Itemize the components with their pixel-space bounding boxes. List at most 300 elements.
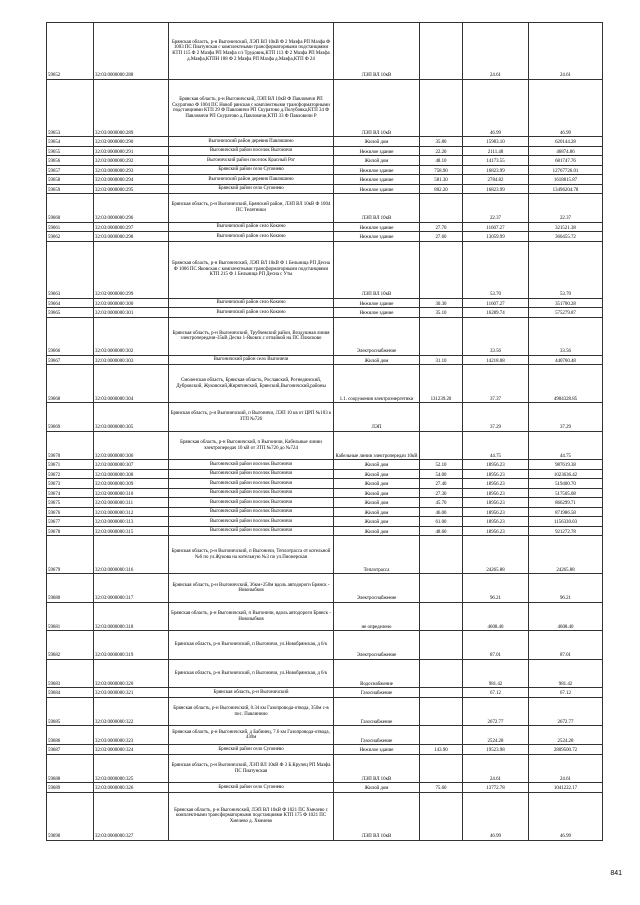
table-row	[47, 754, 603, 783]
unit-value: 18956.23	[463, 488, 529, 498]
unit-value: 37.29	[463, 403, 529, 432]
cadastral-value: 2672.77	[529, 697, 603, 726]
cadastral-number: 32:03:0000000:303	[94, 355, 169, 365]
object-address: Брянский район село Супонево	[169, 783, 334, 793]
row-number: 59658	[47, 175, 94, 185]
cadastral-value: 46.99	[529, 792, 603, 840]
row-number: 59688	[47, 754, 94, 783]
table-row	[47, 498, 603, 508]
object-area: 52.10	[420, 460, 463, 470]
unit-value: 13059.99	[463, 232, 529, 242]
object-type: Нежилое здание	[334, 222, 420, 232]
cadastral-number: 32:03:0000000:325	[94, 754, 169, 783]
cadastral-value: 2524.28	[529, 726, 603, 745]
row-number: 59654	[47, 137, 94, 147]
object-address: Брянская область, р-н Выгоничский, Трубчевский район, Воздушная линия электропередачи-35кВ Десна 1-Яковск с отпайкой на ПС Плюсково	[169, 317, 334, 355]
object-type: Жилой дом	[334, 137, 420, 147]
cadastral-value: 24.61	[529, 754, 603, 783]
row-number: 59685	[47, 697, 94, 726]
object-type: Жилой дом	[334, 517, 420, 527]
row-number: 59661	[47, 222, 94, 232]
table-row	[47, 783, 603, 793]
object-type: ЛЭП ВЛ 10кВ	[334, 792, 420, 840]
unit-value: 18956.23	[463, 507, 529, 517]
table-row	[47, 745, 603, 755]
cadastral-value: 519400.70	[529, 479, 603, 489]
unit-value: 18956.23	[463, 526, 529, 536]
object-type: Газоснабжение	[334, 688, 420, 698]
object-type: ЛЭП ВЛ 10кВ	[334, 241, 420, 298]
cadastral-number: 32:03:0000000:321	[94, 688, 169, 698]
object-address: Брянский район село Супонево	[169, 184, 334, 194]
table-row	[47, 792, 603, 840]
unit-value: 11607.27	[463, 298, 529, 308]
unit-value: 16823.99	[463, 165, 529, 175]
cadastral-value: 981.42	[529, 659, 603, 688]
cadastral-value: 53.70	[529, 241, 603, 298]
object-area	[420, 697, 463, 726]
object-type: Жилой дом	[334, 479, 420, 489]
cadastral-number: 32:03:0000000:312	[94, 507, 169, 517]
cadastral-number: 32:03:0000000:317	[94, 574, 169, 603]
object-area	[420, 688, 463, 698]
row-number: 59656	[47, 156, 94, 166]
object-area: 61.00	[420, 517, 463, 527]
table-row	[47, 631, 603, 660]
object-address: Смоленская область, Брянская область, Рославский, Рогнединский, Дубровский, Жуковский,Жирятинский, Брянский,Выгоничский,районы	[169, 365, 334, 403]
object-type: Нежилое здание	[334, 184, 420, 194]
row-number: 59668	[47, 365, 94, 403]
object-address: Выгоничский район поселок Красный Рог	[169, 156, 334, 166]
cadastral-number: 32:03:0000000:292	[94, 156, 169, 166]
cadastral-value: 24265.88	[529, 536, 603, 574]
unit-value: 67.12	[463, 688, 529, 698]
cadastral-number: 32:03:0000000:324	[94, 745, 169, 755]
object-area: 54.00	[420, 469, 463, 479]
cadastral-value: 46874.86	[529, 146, 603, 156]
object-address: Брянский район село Супонево	[169, 745, 334, 755]
unit-value: 14173.55	[463, 156, 529, 166]
table-row	[47, 488, 603, 498]
object-area: 35.80	[420, 137, 463, 147]
unit-value: 18956.23	[463, 460, 529, 470]
cadastral-value: 921272.78	[529, 526, 603, 536]
table-row	[47, 355, 603, 365]
row-number: 59679	[47, 536, 94, 574]
object-address: Брянская область, р-н Выгоничский, 0.34 км Газопровода-отвода, 350м с-в пос. Павлинино	[169, 697, 334, 726]
object-area: 581.30	[420, 175, 463, 185]
cadastral-value: 96.21	[529, 574, 603, 603]
unit-value: 33.56	[463, 317, 529, 355]
object-type: 1.1. сооружения электроэнергетики	[334, 365, 420, 403]
cadastral-value: 681747.76	[529, 156, 603, 166]
object-area: 30.30	[420, 298, 463, 308]
cadastral-value: 321521.38	[529, 222, 603, 232]
object-area: 22.20	[420, 146, 463, 156]
object-type: Электроснабжение	[334, 574, 420, 603]
object-address: Выгоничский район поселок Выгоничи	[169, 507, 334, 517]
table-row	[47, 146, 603, 156]
cadastral-number: 32:03:0000000:298	[94, 232, 169, 242]
row-number: 59684	[47, 688, 94, 698]
table-row	[47, 574, 603, 603]
object-address: Брянская область, р-н Выгоничский, ЛЭП ВЛ 10кВ Ф 1 Бельница РП Десна Ф 1006 ПС Яковская с комплектными трансформаторными подстанциями КТП 215 Ф 1 Бельница РП Десна с Уты	[169, 241, 334, 298]
cadastral-value: 1041222.17	[529, 783, 603, 793]
cadastral-number: 32:03:0000000:319	[94, 631, 169, 660]
unit-value: 37.37	[463, 365, 529, 403]
table-row	[47, 80, 603, 137]
object-type: Газоснабжение	[334, 726, 420, 745]
cadastral-value: 46.99	[529, 80, 603, 137]
table-row	[47, 726, 603, 745]
row-number: 59676	[47, 507, 94, 517]
row-number: 59657	[47, 165, 94, 175]
unit-value: 19523.98	[463, 745, 529, 755]
row-number: 59689	[47, 783, 94, 793]
object-type: Теплотрасса	[334, 536, 420, 574]
object-type: Нежилое здание	[334, 146, 420, 156]
object-address: Брянская область, р-н Выгоничский, п Выгоничи, Теплотрасса от котельной №6 по ул.Жукова на котельную №3 по ул.Пионерская	[169, 536, 334, 574]
unit-value: 44.75	[463, 431, 529, 460]
object-area	[420, 23, 463, 80]
object-address: Брянская область, р-н Выгоничский, 36км+250м вдоль автодороги Брянск - Новозыбков	[169, 574, 334, 603]
table-row	[47, 688, 603, 698]
row-number: 59655	[47, 146, 94, 156]
unit-value: 16823.99	[463, 184, 529, 194]
table-row	[47, 602, 603, 631]
object-type: ЛЭП ВЛ 10кВ	[334, 194, 420, 223]
cadastral-value: 37.29	[529, 403, 603, 432]
cadastral-number: 32:03:0000000:320	[94, 659, 169, 688]
row-number: 59665	[47, 308, 94, 318]
row-number: 59667	[47, 355, 94, 365]
cadastral-value: 87.01	[529, 631, 603, 660]
table-row	[47, 156, 603, 166]
cadastral-number: 32:03:0000000:290	[94, 137, 169, 147]
table-row	[47, 659, 603, 688]
table-row	[47, 222, 603, 232]
cadastral-number: 32:03:0000000:316	[94, 536, 169, 574]
object-address: Брянская область, р-н Выгоничский, ЛЭП ВЛ 10кВ Ф Павловичи РП Скуратово Ф 1004 ПС Новоб рянская с комплектными трансформаторными подстанциями КТП 29 Ф Павловичи РП Скуратово д.Полубовка,КТП 34 Ф Павловичи РП Скуратово д.Павловичи,КТП 33 Ф Павловичи Р	[169, 80, 334, 137]
unit-value: 18956.23	[463, 479, 529, 489]
object-address: Выгоничский район село Кокино	[169, 222, 334, 232]
row-number: 59653	[47, 80, 94, 137]
cadastral-number: 32:03:0000000:289	[94, 80, 169, 137]
row-number: 59681	[47, 602, 94, 631]
object-area	[420, 602, 463, 631]
object-area: 27.40	[420, 479, 463, 489]
object-type: Водоснабжение	[334, 659, 420, 688]
cadastral-number: 32:03:0000000:294	[94, 175, 169, 185]
object-area	[420, 754, 463, 783]
unit-value: 4608.40	[463, 602, 529, 631]
table-row	[47, 403, 603, 432]
row-number: 59675	[47, 498, 94, 508]
object-address: Выгоничский район поселок Выгоничи	[169, 146, 334, 156]
cadastral-value: 1618815.87	[529, 175, 603, 185]
object-area: 35.10	[420, 308, 463, 318]
unit-value: 24265.88	[463, 536, 529, 574]
unit-value: 18956.23	[463, 469, 529, 479]
row-number: 59683	[47, 659, 94, 688]
object-area: 27.60	[420, 232, 463, 242]
object-type: Нежилое здание	[334, 298, 420, 308]
object-area: 27.70	[420, 222, 463, 232]
cadastral-value: 67.12	[529, 688, 603, 698]
row-number: 59682	[47, 631, 94, 660]
cadastral-number: 32:03:0000000:297	[94, 222, 169, 232]
cadastral-value: 2809500.72	[529, 745, 603, 755]
object-type: Жилой дом	[334, 460, 420, 470]
cadastral-number: 32:03:0000000:313	[94, 517, 169, 527]
object-address: Брянская область, р-н Выгоничский, п Выгоничи, ЛЭП 10 кв от ЦРП №103 к ЗТП №726	[169, 403, 334, 432]
cadastral-value: 866299.71	[529, 498, 603, 508]
unit-value: 981.42	[463, 659, 529, 688]
object-type: ЛЭП	[334, 403, 420, 432]
unit-value: 13772.78	[463, 783, 529, 793]
object-address: Выгоничский район поселок Выгоничи	[169, 498, 334, 508]
cadastral-value: 1023636.42	[529, 469, 603, 479]
object-address: Брянская область, р-н Выгоничский, д Бабинец, 7.6 км Газопровода-отвода, 430м	[169, 726, 334, 745]
cadastral-number: 32:03:0000000:323	[94, 726, 169, 745]
object-type: Нежилое здание	[334, 232, 420, 242]
object-area	[420, 536, 463, 574]
row-number: 59669	[47, 403, 94, 432]
cadastral-number: 32:03:0000000:306	[94, 431, 169, 460]
cadastral-number: 32:03:0000000:310	[94, 488, 169, 498]
unit-value: 87.01	[463, 631, 529, 660]
object-area	[420, 317, 463, 355]
cadastral-value: 360455.72	[529, 232, 603, 242]
object-area: 758.90	[420, 165, 463, 175]
cadastral-number: 32:03:0000000:315	[94, 526, 169, 536]
object-address: Выгоничский район поселок Выгоничи	[169, 469, 334, 479]
object-area: 131239.20	[420, 365, 463, 403]
table-row	[47, 469, 603, 479]
object-address: Брянская область, р-н Выгоничский, Брянский район, ЛЭП ВЛ 10кВ Ф 1004 ПС Телятники	[169, 194, 334, 223]
row-number: 59673	[47, 479, 94, 489]
row-number: 59663	[47, 241, 94, 298]
row-number: 59666	[47, 317, 94, 355]
unit-value: 46.99	[463, 792, 529, 840]
object-area	[420, 431, 463, 460]
object-area: 31.10	[420, 355, 463, 365]
object-type: Электроснабжение	[334, 631, 420, 660]
unit-value: 24.61	[463, 754, 529, 783]
cadastral-number: 32:03:0000000:299	[94, 241, 169, 298]
cadastral-number: 32:03:0000000:307	[94, 460, 169, 470]
table-row	[47, 241, 603, 298]
object-address: Брянская область, р-н Выгоничский, п Выгоничи, ул.Новобрянская, д 6/к	[169, 659, 334, 688]
cadastral-value: 4904328.85	[529, 365, 603, 403]
unit-value: 2111.48	[463, 146, 529, 156]
unit-value: 2672.77	[463, 697, 529, 726]
unit-value: 18956.23	[463, 517, 529, 527]
object-address: Выгоничский район село Кокино	[169, 298, 334, 308]
cadastral-value: 987619.38	[529, 460, 603, 470]
table-row	[47, 507, 603, 517]
cadastral-number: 32:03:0000000:327	[94, 792, 169, 840]
table-row	[47, 23, 603, 80]
row-number: 59690	[47, 792, 94, 840]
object-area: 48.10	[420, 156, 463, 166]
unit-value: 22.37	[463, 194, 529, 223]
object-address: Выгоничский район деревня Павлишино	[169, 137, 334, 147]
row-number: 59659	[47, 184, 94, 194]
object-area	[420, 631, 463, 660]
object-area	[420, 574, 463, 603]
table-row	[47, 165, 603, 175]
cadastral-number: 32:03:0000000:311	[94, 498, 169, 508]
object-address: Выгоничский район поселок Выгоничи	[169, 479, 334, 489]
cadastral-number: 32:03:0000000:302	[94, 317, 169, 355]
unit-value: 11607.27	[463, 222, 529, 232]
cadastral-value: 13496204.78	[529, 184, 603, 194]
row-number: 59687	[47, 745, 94, 755]
object-address: Выгоничский район село Кокино	[169, 308, 334, 318]
table-row	[47, 317, 603, 355]
cadastral-value: 351700.28	[529, 298, 603, 308]
cadastral-number: 32:03:0000000:295	[94, 184, 169, 194]
table-row	[47, 137, 603, 147]
cadastral-value: 517505.08	[529, 488, 603, 498]
cadastral-value: 871986.58	[529, 507, 603, 517]
row-number: 59652	[47, 23, 94, 80]
object-type: ЛЭП ВЛ 10кВ	[334, 80, 420, 137]
cadastral-number: 32:03:0000000:318	[94, 602, 169, 631]
object-address: Брянская область, р-н Выгоничский, п Выгоничи, Кабельные линии электропередач 10 кВ от ЗТП №726 до №724	[169, 431, 334, 460]
row-number: 59678	[47, 526, 94, 536]
object-area: 45.70	[420, 498, 463, 508]
cadastral-number: 32:03:0000000:293	[94, 165, 169, 175]
unit-value: 2784.82	[463, 175, 529, 185]
object-area	[420, 403, 463, 432]
cadastral-number: 32:03:0000000:304	[94, 365, 169, 403]
table-row	[47, 175, 603, 185]
object-type: Жилой дом	[334, 469, 420, 479]
cadastral-number: 32:03:0000000:305	[94, 403, 169, 432]
cadastral-number: 32:03:0000000:291	[94, 146, 169, 156]
object-address: Выгоничский район поселок Выгоничи	[169, 488, 334, 498]
object-address: Брянская область, р-н Выгоничский	[169, 688, 334, 698]
cadastral-value: 44.75	[529, 431, 603, 460]
cadastral-value: 12767726.01	[529, 165, 603, 175]
row-number: 59686	[47, 726, 94, 745]
object-area: 802.20	[420, 184, 463, 194]
page-number: 841	[610, 870, 622, 877]
cadastral-value: 620144.28	[529, 137, 603, 147]
object-type: ЛЭП ВЛ 10кВ	[334, 23, 420, 80]
object-area	[420, 80, 463, 137]
table-row	[47, 526, 603, 536]
cadastral-value: 575279.87	[529, 308, 603, 318]
table-row	[47, 460, 603, 470]
cadastral-value: 22.37	[529, 194, 603, 223]
object-type: Нежилое здание	[334, 745, 420, 755]
table-row	[47, 298, 603, 308]
object-area: 46.00	[420, 507, 463, 517]
unit-value: 16289.74	[463, 308, 529, 318]
object-type: Газоснабжение	[334, 697, 420, 726]
object-area	[420, 792, 463, 840]
table-row	[47, 365, 603, 403]
object-area	[420, 241, 463, 298]
table-row	[47, 431, 603, 460]
object-area	[420, 194, 463, 223]
cadastral-value: 24.61	[529, 23, 603, 80]
table-row	[47, 697, 603, 726]
object-address: Брянский район село Супонево	[169, 165, 334, 175]
object-address: Выгоничский район село Выгоничи	[169, 355, 334, 365]
unit-value: 24.61	[463, 23, 529, 80]
object-area: 75.60	[420, 783, 463, 793]
object-type: Нежилое здание	[334, 165, 420, 175]
object-address: Выгоничский район село Кокино	[169, 232, 334, 242]
row-number: 59677	[47, 517, 94, 527]
object-type: Жилой дом	[334, 783, 420, 793]
object-address: Брянская область, р-н Выгоничский, ЛЭП ВЛ 10кВ Ф 1021 ПС Хмелево с комплектными трансформаторными подстанциями КТП 175 Ф 1021 ПС Хмелево д. Хмелево	[169, 792, 334, 840]
object-type: Жилой дом	[334, 498, 420, 508]
cadastral-value: 1156330.03	[529, 517, 603, 527]
table-row	[47, 194, 603, 223]
unit-value: 14218.08	[463, 355, 529, 365]
registry-rows	[47, 23, 603, 841]
cadastral-value: 4608.40	[529, 602, 603, 631]
unit-value: 18956.23	[463, 498, 529, 508]
object-type: Жилой дом	[334, 526, 420, 536]
object-address: Выгоничский район поселок Выгоничи	[169, 526, 334, 536]
table-row	[47, 479, 603, 489]
object-area	[420, 659, 463, 688]
row-number: 59670	[47, 431, 94, 460]
object-type: ЛЭП ВЛ 10кВ	[334, 754, 420, 783]
cadastral-number: 32:03:0000000:300	[94, 298, 169, 308]
row-number: 59664	[47, 298, 94, 308]
object-area: 143.90	[420, 745, 463, 755]
unit-value: 53.70	[463, 241, 529, 298]
object-area	[420, 726, 463, 745]
cadastral-number: 32:03:0000000:301	[94, 308, 169, 318]
row-number: 59674	[47, 488, 94, 498]
table-row	[47, 517, 603, 527]
table-row	[47, 232, 603, 242]
cadastral-number: 32:03:0000000:326	[94, 783, 169, 793]
object-type: Кабельные линии электропередач 10кВ	[334, 431, 420, 460]
unit-value: 15983.10	[463, 137, 529, 147]
object-type: Нежилое здание	[334, 175, 420, 185]
cadastral-number: 32:03:0000000:288	[94, 23, 169, 80]
cadastral-number: 32:03:0000000:309	[94, 479, 169, 489]
cadastral-number: 32:03:0000000:296	[94, 194, 169, 223]
row-number: 59662	[47, 232, 94, 242]
object-type: Жилой дом	[334, 156, 420, 166]
cadastral-value: 33.56	[529, 317, 603, 355]
table-row	[47, 308, 603, 318]
cadastral-number: 32:03:0000000:322	[94, 697, 169, 726]
registry-table	[46, 22, 603, 841]
object-address: Выгоничский район деревня Павлишино	[169, 175, 334, 185]
object-type: Жилой дом	[334, 507, 420, 517]
table-row	[47, 184, 603, 194]
object-type: Жилой дом	[334, 488, 420, 498]
row-number: 59680	[47, 574, 94, 603]
object-address: Брянская область, р-н Выгоничский, п Выгоничи, вдоль автодороги Брянск - Новозыбков	[169, 602, 334, 631]
object-type: Электроснабжение	[334, 317, 420, 355]
object-address: Брянская область, р-н Выгоничский, ЛЭП ВЛ 10кВ Ф 3 Б.Крупец РП Мазфа ПС Пиатунская	[169, 754, 334, 783]
row-number: 59672	[47, 469, 94, 479]
unit-value: 96.21	[463, 574, 529, 603]
object-address: Выгоничский район поселок Выгоничи	[169, 460, 334, 470]
